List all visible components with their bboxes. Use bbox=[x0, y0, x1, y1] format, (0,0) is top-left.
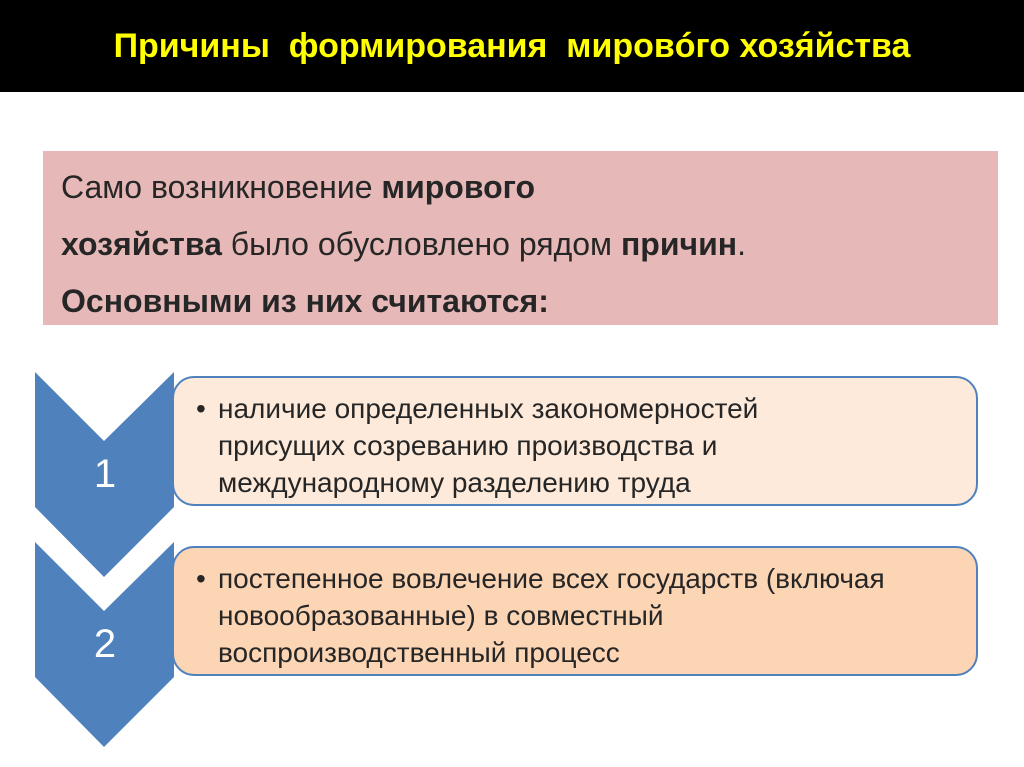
intro-bold-1: мирового bbox=[381, 169, 536, 205]
reason-number-1: 1 bbox=[93, 452, 117, 496]
reason-card-1 bbox=[172, 376, 978, 506]
intro-bold-2: хозяйства bbox=[61, 226, 222, 262]
slide-title: Причины формирования мировóго хозя́йства bbox=[113, 27, 911, 65]
reason-card-2 bbox=[172, 546, 978, 676]
reason-bullet-row-2 bbox=[196, 560, 962, 671]
reason-bullet-row-1 bbox=[196, 390, 962, 501]
reason-text-1: наличие определенных закономерностей присущих созреванию производства и международному разделению труда bbox=[218, 393, 759, 498]
bullet-icon: • bbox=[196, 393, 206, 424]
reason-number-2: 2 bbox=[93, 622, 117, 666]
reason-text-2: постепенное вовлечение всех государств (включая новообразованные) в совместный воспроизводственный процесс bbox=[218, 563, 885, 668]
bullet-icon: • bbox=[196, 563, 206, 594]
intro-text-3: . bbox=[737, 226, 746, 262]
intro-text-2: было обусловлено рядом bbox=[221, 226, 621, 262]
intro-text-1: Само возникновение bbox=[61, 169, 382, 205]
intro-bold-4: Основными из них считаются: bbox=[61, 283, 549, 319]
intro-bold-3: причин bbox=[620, 226, 738, 262]
